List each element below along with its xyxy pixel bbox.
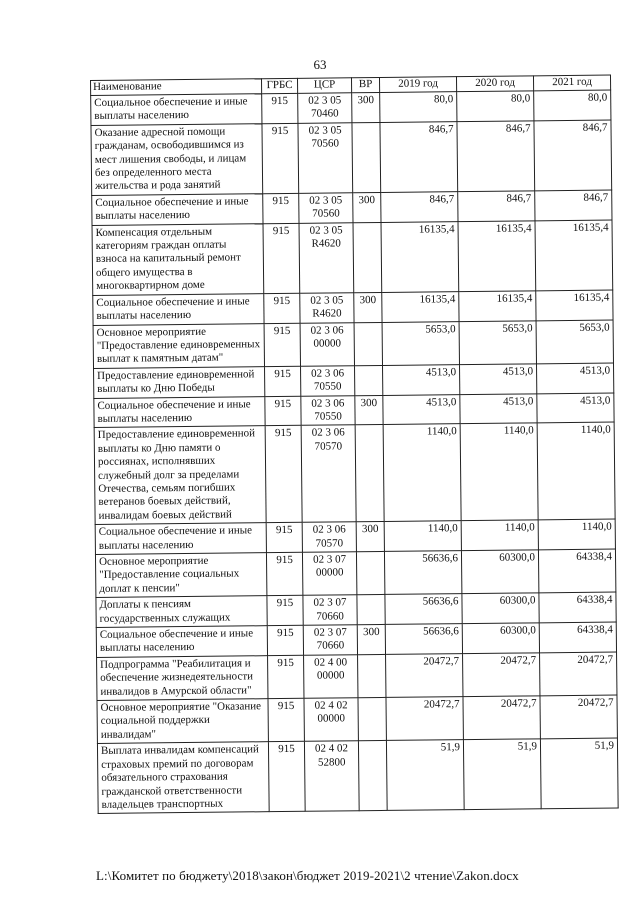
cell-y2020: 4513,0 [460,393,537,424]
cell-grbs: 915 [263,193,299,223]
cell-y2021: 846,7 [535,190,612,221]
cell-y2019: 20472,7 [386,653,463,697]
cell-grbs: 915 [268,698,304,742]
header-2021: 2021 год [533,75,610,91]
cell-y2020: 4513,0 [459,364,536,395]
cell-grbs: 915 [266,552,302,596]
cell-grbs: 915 [264,323,300,367]
cell-name: Основное мероприятие "Предоставление единовременных выплат к памятным датам" [93,323,264,368]
cell-y2019: 846,7 [380,121,458,192]
cell-y2019: 16135,4 [381,221,459,292]
cell-y2020: 60300,0 [462,623,539,654]
cell-y2021: 1140,0 [537,422,615,520]
cell-csr: 02 3 06 00000 [300,322,354,366]
cell-y2021: 4513,0 [537,393,614,424]
cell-name: Социальное обеспечение и иные выплаты населению [96,626,267,658]
cell-name: Основное мероприятие "Предоставление социальных доплат к пенсии" [95,553,266,598]
cell-grbs: 915 [264,293,300,323]
cell-grbs: 915 [262,123,299,193]
cell-name: Компенсация отдельным категориям граждан оплаты взноса на капитальный ремонт общего имущества в многоквартирном доме [92,223,264,295]
budget-table [90,75,619,815]
cell-name: Социальное обеспечение и иные выплаты населению [95,523,266,555]
cell-csr: 02 3 07 70660 [303,625,357,655]
cell-grbs: 915 [265,426,302,523]
cell-y2019: 80,0 [380,92,457,123]
cell-grbs: 915 [268,655,304,699]
cell-y2019: 56636,6 [385,594,462,625]
cell-csr: 02 4 00 00000 [304,655,358,699]
table-row [97,695,617,744]
cell-y2019: 16135,4 [382,291,459,322]
cell-name: Основное мероприятие "Оказание социальной поддержки инвалидам" [97,699,268,744]
cell-y2021: 5653,0 [536,320,613,364]
cell-name: Оказание адресной помощи гражданам, освободившимся из мест лишения свободы, и лицам без определенного места жительства и рода занятий [91,124,263,196]
cell-vr [355,425,384,522]
cell-y2020: 80,0 [457,91,534,122]
cell-y2021: 16135,4 [535,220,613,291]
cell-csr: 02 3 05 R4620 [300,292,354,322]
cell-csr: 02 3 06 70550 [301,365,355,395]
cell-y2021: 1140,0 [538,519,615,550]
header-2019: 2019 год [379,77,456,93]
cell-y2021: 20472,7 [540,652,617,696]
cell-y2021: 846,7 [534,120,612,191]
cell-vr: 300 [357,624,385,654]
cell-vr: 300 [353,192,381,222]
cell-vr [358,741,387,811]
table-row [95,549,615,598]
cell-y2019: 51,9 [386,740,464,811]
cell-vr [358,654,386,698]
table-row [92,220,613,295]
cell-vr [356,551,384,595]
cell-y2019: 4513,0 [383,364,460,395]
page-number: 63 [313,57,327,72]
cell-y2020: 60300,0 [462,593,539,624]
cell-y2020: 846,7 [458,191,535,222]
cell-vr: 300 [354,292,382,322]
cell-vr [357,595,385,625]
header-csr: ЦСР [297,78,351,94]
cell-grbs: 915 [267,625,303,655]
cell-csr: 02 3 06 70550 [301,395,355,425]
cell-y2020: 1140,0 [461,520,538,551]
cell-y2020: 20472,7 [463,653,540,697]
cell-name: Социальное обеспечение и иные выплаты населению [93,293,264,325]
cell-y2020: 20472,7 [463,696,540,740]
cell-name: Предоставление единовременной выплаты ко Дню памяти о россиянах, исполнявших служебный долг за пределами Отечества, семьям погибших ветеранов боевых действий, инвалидам боевых действий [94,426,266,525]
cell-y2019: 1140,0 [384,521,461,552]
cell-name: Доплаты к пенсиям государственных служащих [96,596,267,628]
table-row [97,738,618,813]
cell-name: Предоставление единовременной выплаты ко Дню Победы [94,366,265,398]
cell-name: Социальное обеспечение и иные выплаты населению [94,396,265,428]
cell-name: Социальное обеспечение и иные выплаты населению [92,194,263,226]
cell-y2020: 5653,0 [459,320,536,364]
cell-csr: 02 3 05 70460 [298,93,352,123]
cell-csr: 02 4 02 00000 [304,698,358,742]
cell-vr [354,322,382,366]
cell-vr: 300 [352,92,380,122]
cell-grbs: 915 [263,223,300,293]
cell-y2019: 56636,6 [384,551,461,595]
cell-csr: 02 3 05 70560 [299,193,353,223]
cell-vr [355,365,383,395]
cell-y2021: 51,9 [540,738,618,809]
cell-y2019: 1140,0 [383,424,461,522]
cell-grbs: 915 [268,742,305,812]
table-row [97,652,617,701]
cell-vr: 300 [355,395,383,425]
file-path-footer: L:\Комитет по бюджету\2018\закон\бюджет 2019-2021\2 чтение\Zakon.docx [96,868,519,883]
cell-csr: 02 3 06 70570 [301,425,356,522]
cell-y2020: 16135,4 [458,221,536,292]
cell-name: Социальное обеспечение и иные выплаты населению [91,94,262,126]
cell-grbs: 915 [265,396,301,426]
cell-y2021: 4513,0 [536,363,613,394]
cell-vr [353,222,382,292]
cell-y2021: 64338,4 [538,549,615,593]
cell-grbs: 915 [266,522,302,552]
cell-y2021: 16135,4 [536,290,613,321]
cell-y2019: 56636,6 [385,624,462,655]
cell-vr: 300 [356,522,384,552]
cell-csr: 02 3 05 70560 [298,123,353,194]
cell-grbs: 915 [262,93,298,123]
cell-csr: 02 3 05 R4620 [299,222,354,293]
table-row [91,120,612,195]
cell-vr [358,697,386,741]
header-grbs: ГРБС [261,78,297,93]
cell-y2021: 64338,4 [539,592,616,623]
table-row [94,422,615,524]
cell-y2020: 51,9 [463,739,541,810]
cell-csr: 02 4 02 52800 [304,741,359,812]
cell-y2019: 20472,7 [386,697,463,741]
cell-y2021: 80,0 [534,90,611,121]
cell-csr: 02 3 07 00000 [302,552,356,596]
cell-y2019: 5653,0 [382,321,459,365]
cell-y2019: 4513,0 [383,394,460,425]
header-2020: 2020 год [456,76,533,92]
cell-name: Выплата инвалидам компенсаций страховых премий по договорам обязательного страхования гражданской ответственности владельцев транспортных [97,742,269,814]
cell-y2019: 846,7 [381,191,458,222]
cell-grbs: 915 [265,366,301,396]
cell-y2020: 846,7 [457,121,535,192]
cell-vr [352,122,381,192]
header-name: Наименование [91,79,262,96]
header-vr: ВР [351,77,379,92]
cell-y2021: 20472,7 [540,695,617,739]
cell-y2020: 16135,4 [459,291,536,322]
table-body [91,90,618,814]
cell-y2021: 64338,4 [539,622,616,653]
cell-y2020: 1140,0 [460,423,538,521]
cell-y2020: 60300,0 [461,550,538,594]
cell-csr: 02 3 07 70660 [303,595,357,625]
table-row [93,320,613,369]
cell-grbs: 915 [267,596,303,626]
cell-csr: 02 3 06 70570 [302,522,356,552]
cell-name: Подпрограмма "Реабилитация и обеспечение жизнедеятельности инвалидов в Амурской области" [97,656,268,701]
